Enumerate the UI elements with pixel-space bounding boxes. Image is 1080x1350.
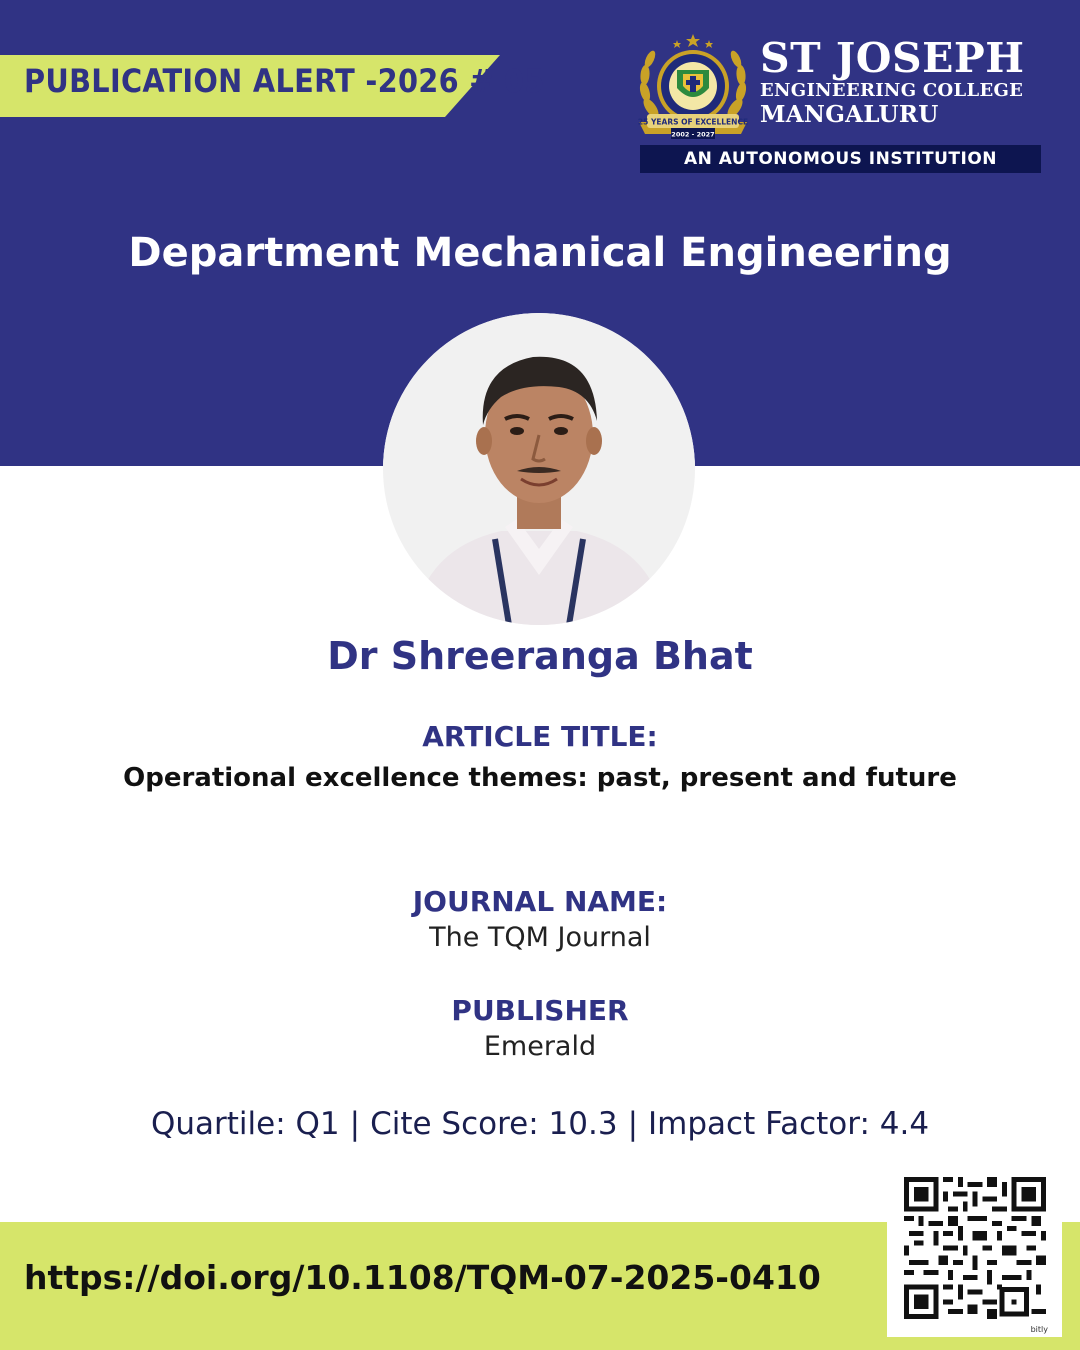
metric-separator: | (349, 1106, 361, 1142)
autonomous-badge: AN AUTONOMOUS INSTITUTION (640, 145, 1041, 173)
publication-alert-text: PUBLICATION ALERT -2026 # 05 (24, 62, 545, 100)
author-name: Dr Shreeranga Bhat (327, 634, 753, 678)
logo-ribbon-text: 25 YEARS OF EXCELLENCE (637, 117, 749, 127)
journal-name-label: JOURNAL NAME: (412, 885, 668, 918)
college-name-line1: ST JOSEPH (760, 34, 1025, 82)
person-portrait-icon (383, 313, 695, 625)
publisher-value: Emerald (483, 1031, 597, 1062)
college-logo (633, 30, 753, 142)
article-title-label: ARTICLE TITLE: (422, 720, 658, 753)
cite-score-metric: Cite Score: 10.3 (370, 1106, 618, 1142)
college-name (760, 36, 1024, 128)
college-name-line3: MANGALURU (760, 101, 939, 128)
journal-metrics (0, 1106, 1080, 1142)
department-title: Department Mechanical Engineering (128, 230, 952, 276)
doi-link[interactable]: https://doi.org/10.1108/TQM-07-2025-0410 (24, 1258, 821, 1297)
logo-years-text: 2002 - 2027 (671, 130, 715, 139)
person-photo (383, 313, 695, 625)
qr-code[interactable] (887, 1165, 1062, 1337)
journal-name-value: The TQM Journal (429, 922, 651, 953)
qr-caption: bitly (1030, 1325, 1048, 1334)
impact-factor-metric: Impact Factor: 4.4 (648, 1106, 930, 1142)
college-crest-icon (633, 30, 753, 142)
college-name-line2: ENGINEERING COLLEGE (760, 80, 1024, 101)
qr-code-icon (904, 1177, 1046, 1319)
article-title-value: Operational excellence themes: past, present and future (123, 763, 957, 793)
quartile-metric: Quartile: Q1 (150, 1106, 340, 1142)
metric-separator: | (627, 1106, 639, 1142)
publisher-label: PUBLISHER (451, 994, 629, 1027)
